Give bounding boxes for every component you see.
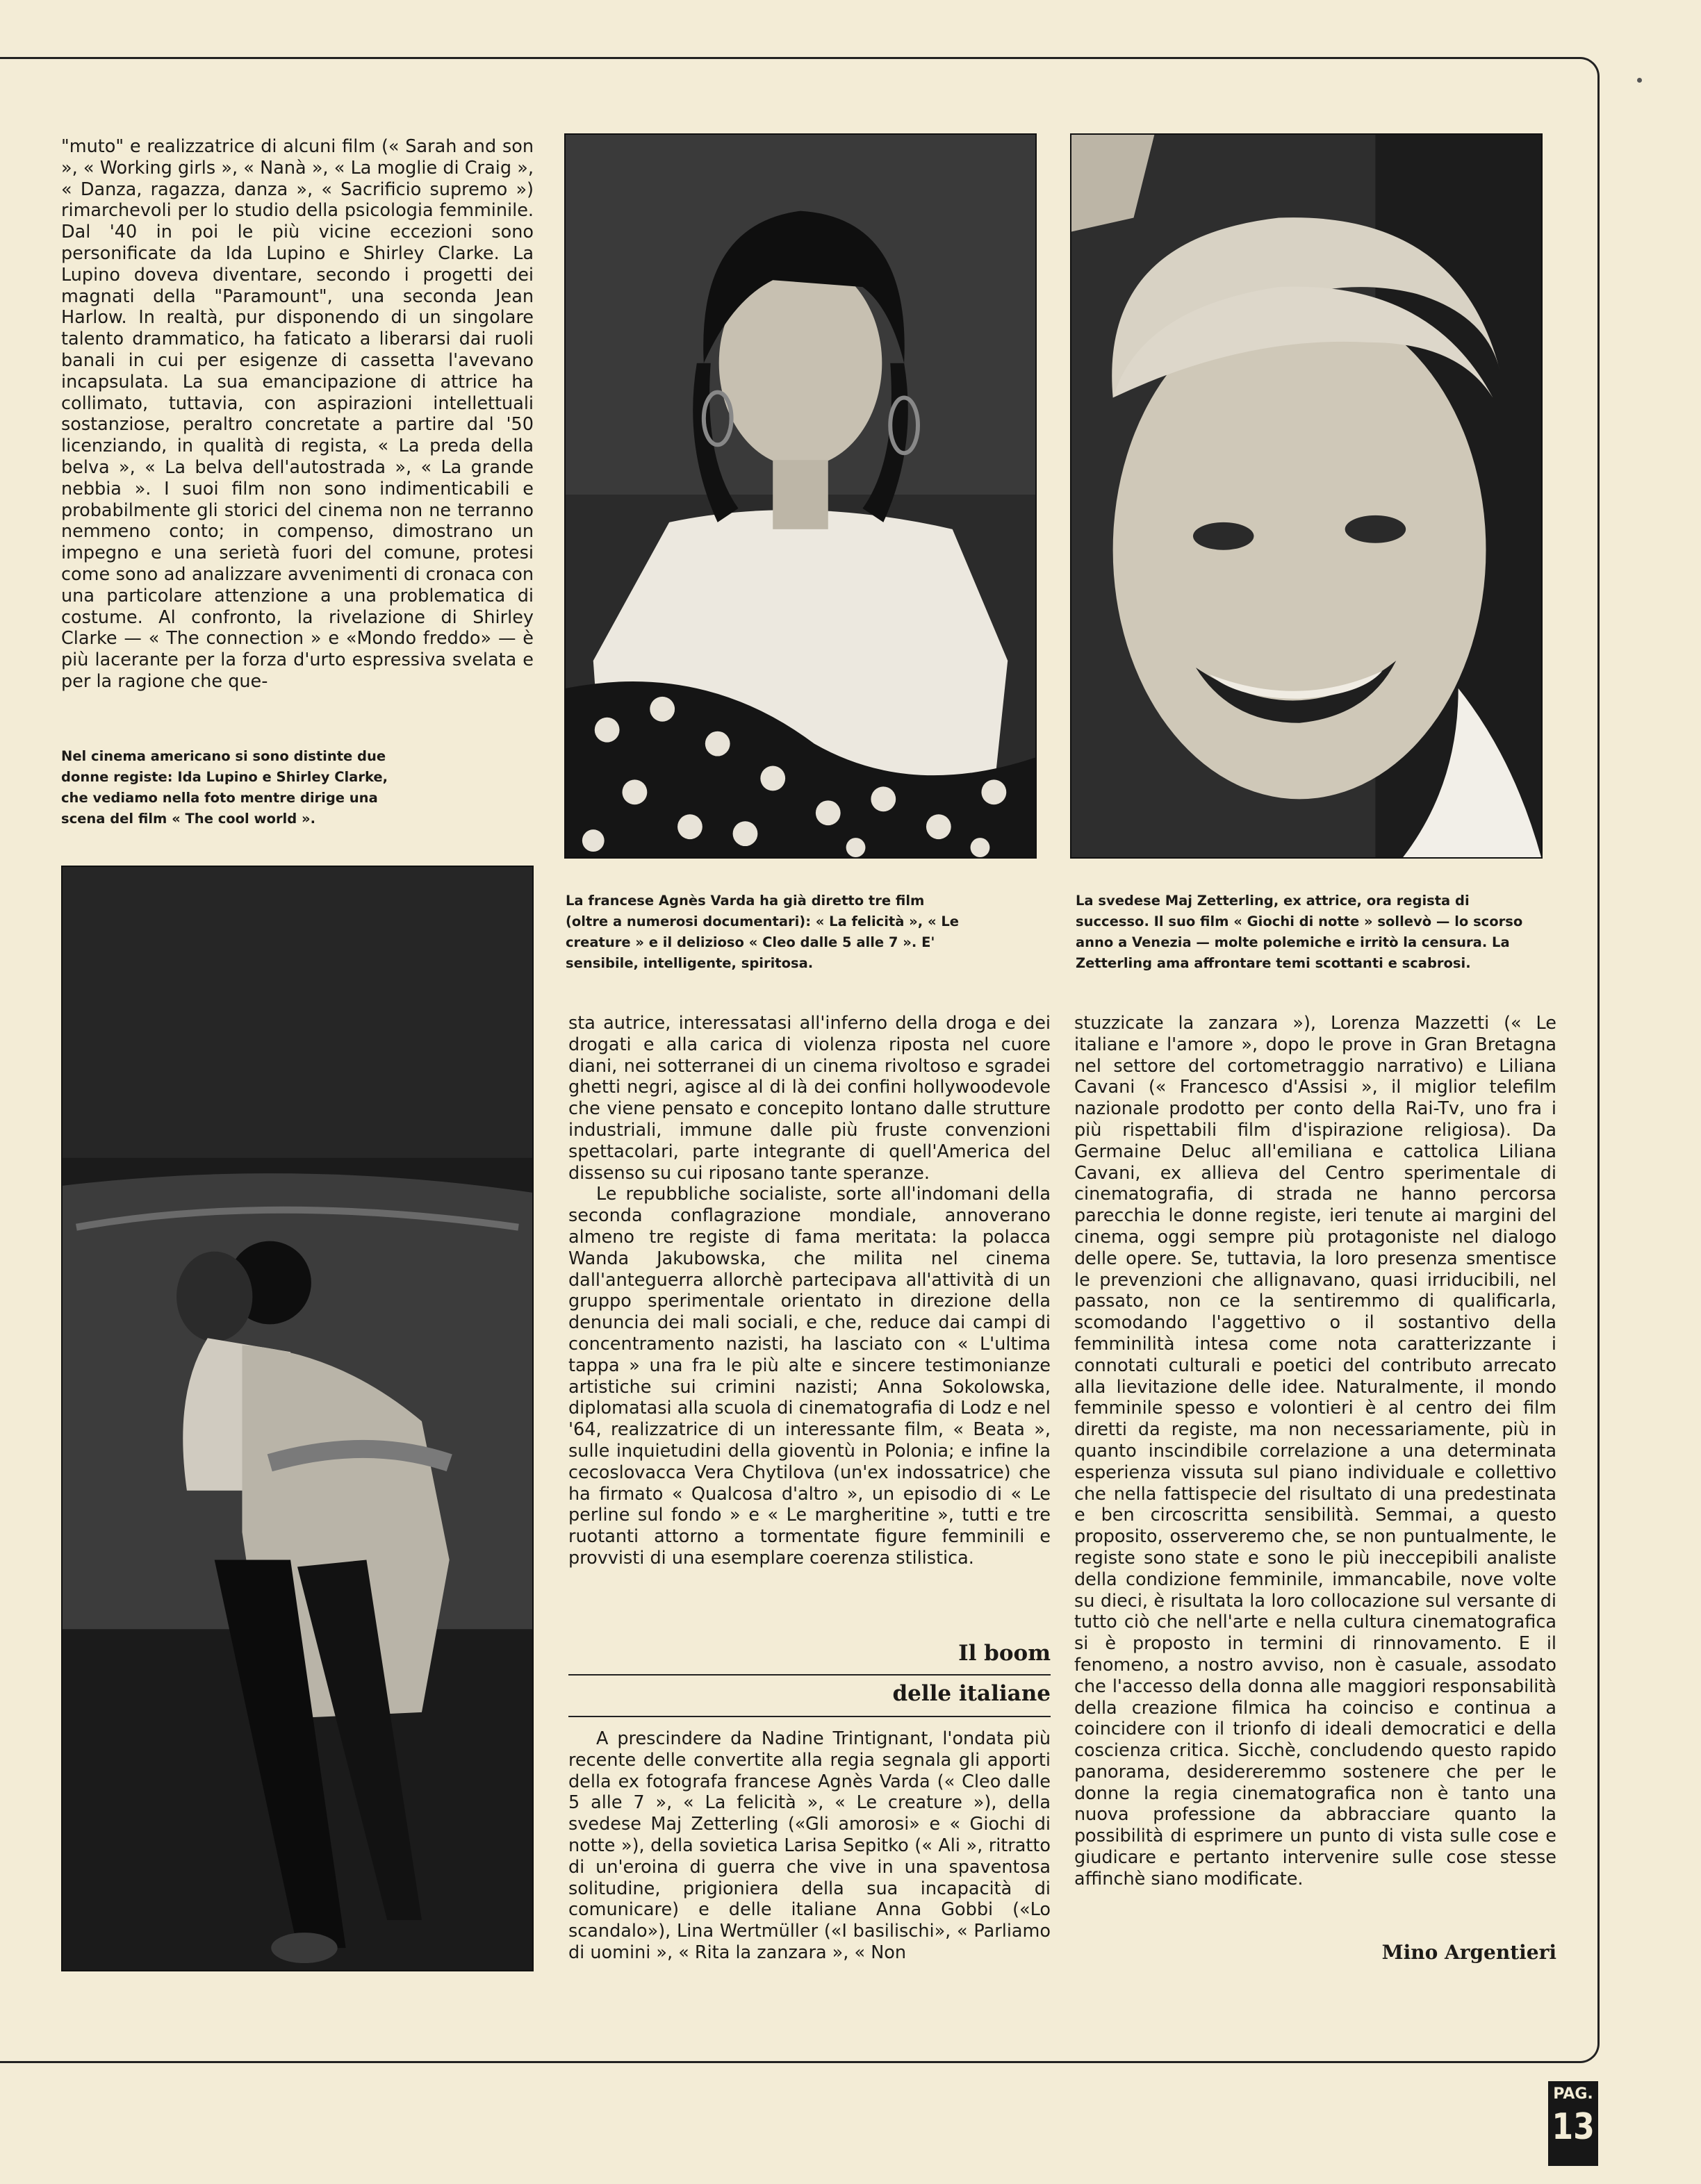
article-column-3 [1074, 1013, 1556, 1890]
photo-agnes-varda [564, 133, 1037, 859]
print-mark [1637, 78, 1642, 83]
heading-rule [568, 1716, 1051, 1717]
zetterling-portrait-image [1071, 135, 1541, 857]
heading-line-2: delle italiane [892, 1681, 1051, 1706]
page-label: PAG. [1553, 2085, 1593, 2103]
heading-rule [568, 1674, 1051, 1676]
paragraph: stuzzicate la zanzara »), Lorenza Mazzetti (« Le italiane e l'amore », dopo le prove in Gran Bretagna nel settore del cortometraggio narrativo) e Liliana Cavani (« Francesco d'Assisi », il miglior telefilm nazionale prodotto per conto della Rai-Tv, uno fra i più rispettabili film d'ispirazione religiosa). Da Germaine Deluc all'emiliana e cattolica Liliana Cavani, ex allieva del Centro sperimentale di cinematografia, di strada ne hanno percorsa parecchia le donne registe, ieri tenute ai margini del cinema, oggi sempre più protagoniste nel dialogo delle opere. Se, tuttavia, la loro presenza smentisce le prevenzioni che allignavano, quasi irriducibili, nel passato, non ce la sentiremmo di qualificarla, scomodando l'aggettivo o il sostantivo della femminilità intesa come nota caratterizzante i connotati culturali e poetici del contributo arrecato alla lievitazione delle idee. Naturalmente, il mondo femminile spesso e volontieri è al centro dei film diretti da registe, ma non necessariamente, più in quanto inscindibile correlazione a una determinata esperienza vissuta sul piano individuale e collettivo che nella fattispecie del risultato di una predestinata e ben circoscritta sensibilità. Semmai, a questo proposito, osserveremo che, se non puntualmente, le registe sono state e sono le più ineccepibili analiste della condizione femminile, immancabile, nove volte su dieci, è risultata la loro collocazione sul versante di tutto ciò che nell'arte e nella cultura cinematografica si è proposto in termini di rinnovamento. E il fenomeno, a nostro avviso, non è casuale, assodato che l'accesso della donna alle maggiori responsabilità della creazione filmica ha coinciso e continua a coincidere con il trionfo di ideali democratici e della coscienza critica. Sicchè, concludendo questo rapido panorama, desidereremmo sostenere che per le donne la regia cinematografica non è tanto una nuova professione da abbracciare quanto la possibilità di esprimere un punto di vista sulle cose e giudicare e pertanto intervenire sulle cose stesse affinchè siano modificate. [1074, 1013, 1556, 1889]
section-heading-boom [568, 1641, 1051, 1720]
cool-world-scene-image [63, 867, 532, 1970]
caption-zetterling: La svedese Maj Zetterling, ex attrice, ora regista di successo. Il suo film « Giochi di notte » sollevò — lo scorso anno a Venezia — molte polemiche e irritò la censura. La Zetterling ama affrontare temi scottanti e scabrosi. [1076, 893, 1523, 971]
article-column-2 [568, 1013, 1051, 1569]
photo-the-cool-world [61, 866, 534, 1971]
article-column-2-bottom [568, 1728, 1051, 1964]
paragraph: "muto" e realizzatrice di alcuni film (« Sarah and son », « Working girls », « Nanà », « La moglie di Craig », « Danza, ragazza, danza », « Sacrificio supremo ») rimarchevoli per lo studio della psicologia femminile. Dal '40 in poi le più vicine eccezioni sono personificate da Ida Lupino e Shirley Clarke. La Lupino doveva diventare, secondo i progetti dei magnati della "Paramount", una seconda Jean Harlow. In realtà, pur disponendo di un singolare talento drammatico, ha faticato a liberarsi dai ruoli banali in cui per esigenze di cassetta l'avevano incapsulata. La sua emancipazione di attrice ha collimato, tuttavia, con aspirazioni intellettuali sostanziose, peraltro concretate a partire dal '50 licenziando, in qualità di regista, « La preda della belva », « La belva dell'autostrada », « La grande nebbia ». I suoi film non sono indimenticabili e probabilmente gli storici del cinema non ne terranno nemmeno conto; in compenso, dimostrano un impegno e una serietà fuori del comune, protesi come sono ad analizzare avvenimenti di cronaca con una particolare attenzione a una problematica di costume. Al confronto, la rivelazione di Shirley Clarke — « The connection » e «Mondo freddo» — è più lacerante per la forza d'urto espressiva svelata e per la ragione che que- [61, 136, 534, 692]
varda-portrait-image [566, 135, 1035, 857]
photo-maj-zetterling [1070, 133, 1543, 859]
caption-americane: Nel cinema americano si sono distinte due donne registe: Ida Lupino e Shirley Clarke, che vediamo nella foto mentre dirige una scena del film « The cool world ». [61, 748, 388, 827]
paragraph: Le repubbliche socialiste, sorte all'indomani della seconda conflagrazione mondiale, annoverano almeno tre registe di fama meritata: la polacca Wanda Jakubowska, che milita nel cinema dall'anteguerra allorchè partecipava all'attività di un gruppo sperimentale orientato in direzione della denuncia dei mali sociali, e che, reduce dai campi di concentramento nazisti, ha lasciato con « L'ultima tappa » una fra le più alte e sincere testimonianze artistiche sui crimini nazisti; Anna Sokolowska, diplomatasi alla scuola di cinematografia di Lodz e nel '64, realizzatrice di un interessante film, « Beata », sulle inquietudini della gioventù in Polonia; e infine la cecoslovacca Vera Chytilova (un'ex indossatrice) che ha firmato « Qualcosa d'altro », un episodio di « Le perline sul fondo » e « Le margheritine », tutti e tre ruotanti attorno a tormentate figure femminili e provvisti di una esemplare coerenza stilistica. [568, 1184, 1051, 1569]
heading-line-1: Il boom [958, 1641, 1051, 1666]
paragraph: sta autrice, interessatasi all'inferno della droga e dei drogati e alla carica di violenza riposta nel cuore diani, nei sotterranei di un cinema rivoltoso e sgradei ghetti negri, agisce al di là dei confini hollywoodevole che viene pensato e concepito lontano dalle strutture industriali, immune dalle più fruste convenzioni spettacolari, parte integrante di quell'America del dissenso su cui riposano tante speranze. [568, 1013, 1051, 1184]
caption-varda: La francese Agnès Varda ha già diretto tre film (oltre a numerosi documentari): « La felicità », « Le creature » e il delizioso « Cleo dalle 5 alle 7 ». E' sensibile, intelligente, spiritosa. [566, 893, 959, 971]
paragraph: A prescindere da Nadine Trintignant, l'ondata più recente delle convertite alla regia segnala gli apporti della ex fotografa francese Agnès Varda (« Cleo dalle 5 alle 7 », « La felicità », « Le creature »), della svedese Maj Zetterling («Gli amorosi» e « Giochi di notte »), della sovietica Larisa Sepitko (« Ali », ritratto di un'eroina di guerra che vive in una spaventosa solitudine, prigioniera della sua incapacità di comunicare) e delle italiane Anna Gobbi («Lo scandalo»), Lina Wertmüller («I basilischi», « Parliamo di uomini », « Rita la zanzara », « Non [568, 1728, 1051, 1963]
author-signature: Mino Argentieri [1381, 1941, 1556, 1964]
page-number: 13 [1552, 2106, 1595, 2148]
article-column-1 [61, 136, 534, 693]
page-number-box [1548, 2081, 1598, 2166]
